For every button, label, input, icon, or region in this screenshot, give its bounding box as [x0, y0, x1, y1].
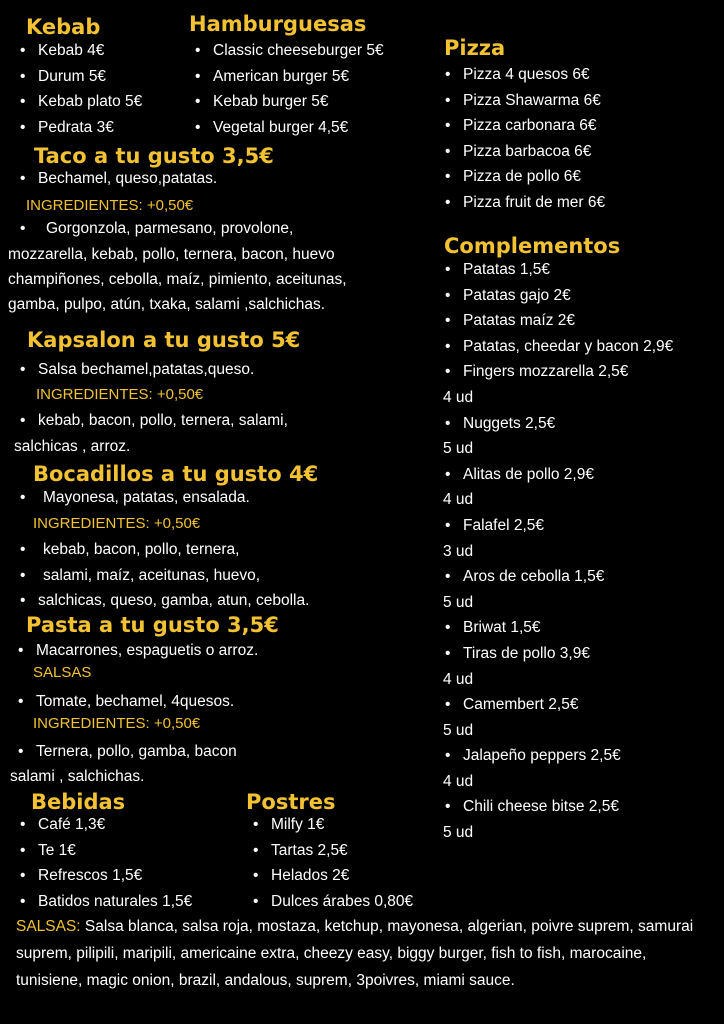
postres-list: [251, 812, 413, 914]
pasta-heading: Pasta a tu gusto 3,5€: [26, 613, 279, 637]
list-item: • Batidos naturales 1,5€: [18, 889, 192, 915]
salsas-label: SALSAS:: [16, 918, 81, 935]
quantity-label: 5 ud: [443, 440, 474, 458]
list-item: • Fingers mozzarella 2,5€: [443, 359, 673, 385]
quantity-label: 4 ud: [443, 670, 474, 688]
quantity-label: 4 ud: [443, 491, 474, 509]
quantity-label: 3 ud: [443, 542, 474, 560]
list-item: • Durum 5€: [18, 64, 142, 90]
complementos-list: [443, 257, 673, 846]
list-item: • Dulces árabes 0,80€: [251, 889, 413, 915]
bocadillos-ingredientes-label: INGREDIENTES: +0,50€: [33, 515, 201, 532]
list-item: • salami, maíz, aceitunas, huevo,: [18, 563, 309, 589]
quantity-label: 5 ud: [443, 593, 474, 611]
pasta-ingredientes-label: INGREDIENTES: +0,50€: [33, 715, 201, 732]
list-item: • Patatas gajo 2€: [443, 283, 673, 309]
bebidas-list: [18, 812, 192, 914]
list-item: • Tiras de pollo 3,9€: [443, 641, 673, 667]
taco-ingredientes-label: INGREDIENTES: +0,50€: [26, 197, 194, 214]
taco-ingredientes-line: champiñones, cebolla, maíz, pimiento, aceitunas,: [8, 271, 347, 288]
kebab-list: [18, 38, 142, 140]
list-item: • Pizza Shawarma 6€: [443, 88, 605, 114]
taco-heading: Taco a tu gusto 3,5€: [34, 144, 274, 168]
pasta-ingredientes: [16, 739, 237, 765]
kapsalon-heading: Kapsalon a tu gusto 5€: [27, 328, 301, 352]
list-item: • Camembert 2,5€: [443, 692, 673, 718]
list-item: • Helados 2€: [251, 863, 413, 889]
quantity-label: 4 ud: [443, 772, 474, 790]
list-item: • Pizza carbonara 6€: [443, 113, 605, 139]
pasta-salsas-label: SALSAS: [33, 664, 92, 681]
list-item: • kebab, bacon, pollo, ternera,: [18, 537, 309, 563]
salsas-text: Salsa blanca, salsa roja, mostaza, ketchup, mayonesa, algerian, poivre suprem, samurai suprem, pilipili, maripili, americaine extra, cheezy easy, biggy burger, fish to fish, marocaine, tunisiene, magic onion, brazil, andalous, suprem, 3poivres, miami sauce.: [16, 918, 694, 989]
complementos-heading: Complementos: [444, 234, 621, 258]
pizza-list: [443, 62, 605, 216]
kapsalon-ingredientes-line: salchicas , arroz.: [14, 438, 131, 455]
list-item: • Aros de cebolla 1,5€: [443, 564, 673, 590]
list-item: • Kebab plato 5€: [18, 89, 142, 115]
salsas-footer: [16, 913, 716, 994]
hamburguesas-list: [193, 38, 384, 140]
list-item: • salchicas, queso, gamba, atun, cebolla.: [18, 588, 309, 614]
pasta-ingredientes-line: salami , salchichas.: [10, 768, 145, 785]
list-item: • Mayonesa, patatas, ensalada.: [18, 485, 250, 511]
list-item: • Falafel 2,5€: [443, 513, 673, 539]
list-item: • Pizza barbacoa 6€: [443, 139, 605, 165]
pasta-salsas: [16, 689, 234, 715]
taco-ingredientes-line: gamba, pulpo, atún, txaka, salami ,salchichas.: [8, 296, 326, 313]
list-item: • Refrescos 1,5€: [18, 863, 192, 889]
kapsalon-base: [18, 357, 254, 383]
list-item: • Te 1€: [18, 838, 192, 864]
list-item: • Chili cheese bitse 2,5€: [443, 794, 673, 820]
taco-ingredientes-line: mozzarella, kebab, pollo, ternera, bacon, huevo: [8, 246, 335, 263]
bocadillos-base: [18, 485, 250, 511]
list-item: • Milfy 1€: [251, 812, 413, 838]
list-item: • Ternera, pollo, gamba, bacon: [16, 739, 237, 765]
list-item: • Tartas 2,5€: [251, 838, 413, 864]
list-item: • American burger 5€: [193, 64, 384, 90]
kapsalon-ingredientes: [18, 408, 288, 434]
list-item: • Pizza de pollo 6€: [443, 164, 605, 190]
list-item: • Nuggets 2,5€: [443, 411, 673, 437]
list-item: • Patatas 1,5€: [443, 257, 673, 283]
list-item: • Patatas maíz 2€: [443, 308, 673, 334]
list-item: • kebab, bacon, pollo, ternera, salami,: [18, 408, 288, 434]
list-item: • Macarrones, espaguetis o arroz.: [16, 638, 258, 664]
list-item: • Salsa bechamel,patatas,queso.: [18, 357, 254, 383]
list-item: • Jalapeño peppers 2,5€: [443, 743, 673, 769]
quantity-label: 5 ud: [443, 824, 474, 842]
list-item: • Pizza fruit de mer 6€: [443, 190, 605, 216]
kapsalon-ingredientes-label: INGREDIENTES: +0,50€: [36, 386, 204, 403]
taco-base: [18, 166, 217, 192]
list-item: • Pedrata 3€: [18, 115, 142, 141]
taco-ingredientes: [18, 216, 293, 242]
list-item: • Vegetal burger 4,5€: [193, 115, 384, 141]
pasta-base: [16, 638, 258, 664]
list-item: • Classic cheeseburger 5€: [193, 38, 384, 64]
list-item: • Kebab burger 5€: [193, 89, 384, 115]
list-item: • Tomate, bechamel, 4quesos.: [16, 689, 234, 715]
postres-heading: Postres: [246, 790, 336, 814]
quantity-label: 4 ud: [443, 388, 474, 406]
list-item: • Alitas de pollo 2,9€: [443, 462, 673, 488]
list-item: • Briwat 1,5€: [443, 615, 673, 641]
bebidas-heading: Bebidas: [31, 790, 126, 814]
quantity-label: 5 ud: [443, 721, 474, 739]
bocadillos-ingredientes: [18, 537, 309, 614]
list-item: • Pizza 4 quesos 6€: [443, 62, 605, 88]
bocadillos-heading: Bocadillos a tu gusto 4€: [33, 462, 319, 486]
kebab-heading: Kebab: [26, 15, 101, 39]
list-item: • Kebab 4€: [18, 38, 142, 64]
hamburguesas-heading: Hamburguesas: [189, 12, 367, 36]
list-item: • Bechamel, queso,patatas.: [18, 166, 217, 192]
list-item: • Gorgonzola, parmesano, provolone,: [18, 216, 293, 242]
list-item: • Patatas, cheedar y bacon 2,9€: [443, 334, 673, 360]
pizza-heading: Pizza: [444, 36, 506, 60]
list-item: • Café 1,3€: [18, 812, 192, 838]
